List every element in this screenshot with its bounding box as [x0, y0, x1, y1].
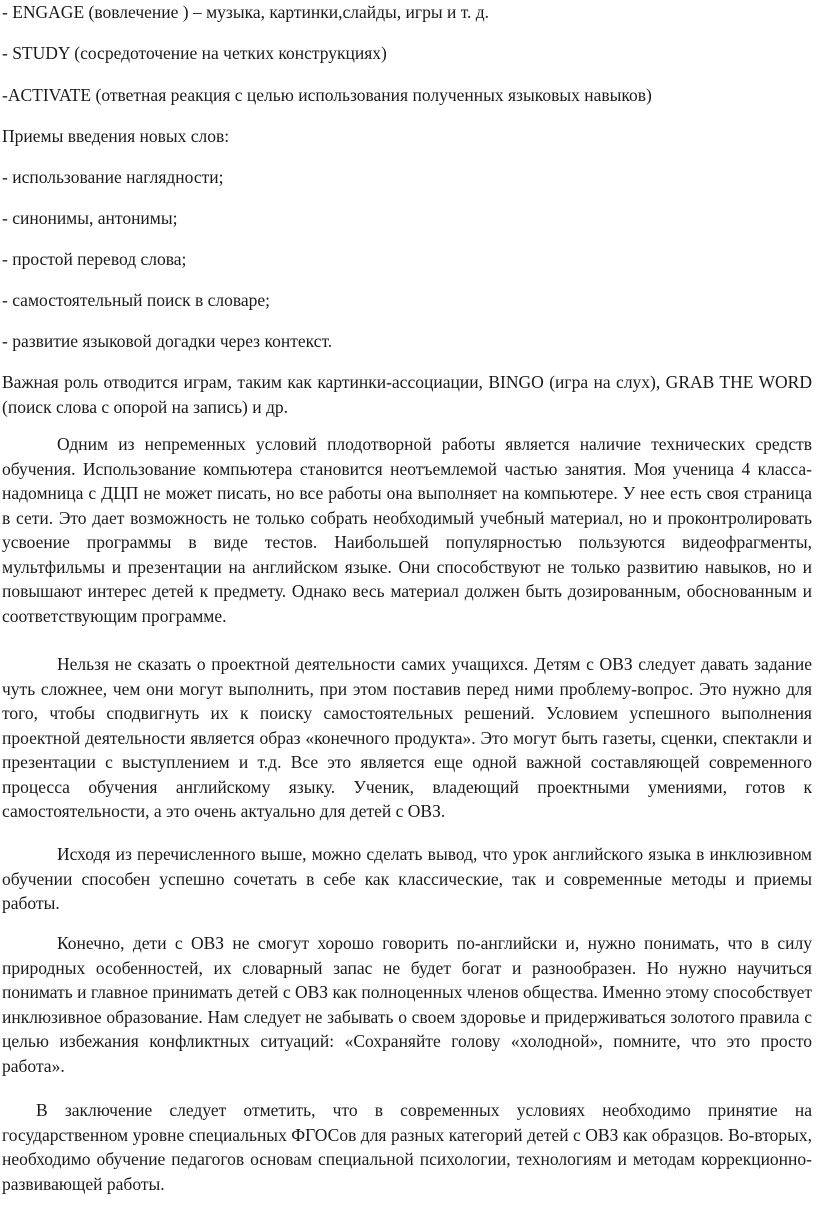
paragraph-conclusion-methods: Исходя из перечисленного выше, можно сделать вывод, что урок английского языка в инклюзивном обучении способен успешно сочетать в себе как классические, так и современные методы и приемы работы.	[2, 844, 812, 913]
list-item: - простой перевод слова;	[2, 249, 187, 269]
paragraph-inclusive-education: Конечно, дети с ОВЗ не смогут хорошо говорить по-английски и, нужно понимать, что в силу природных особенностей, их словарный запас не будет богат и разнообразен. Но нужно научиться понимать и главное принимать детей с ОВЗ как полноценных членов общества. Именно этому способствует инклюзивное образование. Нам следует не забывать о своем здоровье и придерживаться золотого правила с целью избежания конфликтных ситуаций: «Сохраняйте голову «холодной», помните, что это просто работа».	[2, 933, 812, 1076]
paragraph-final-conclusion: В заключение следует отметить, что в современных условиях необходимо принятие на государственном уровне специальных ФГОСов для разных категорий детей с ОВЗ как образцов. Во-вторых, необходимо обучение педагогов основам специальной психологии, технологиям и методам коррекционно-развивающей работы.	[2, 1100, 812, 1194]
paragraph-games: Важная роль отводится играм, таким как картинки-ассоциации, BINGO (игра на слух), GRAB THE WORD (поиск слова с опорой на запись) и др.	[2, 372, 812, 417]
list-item-activate: -ACTIVATE (ответная реакция с целью использования полученных языковых навыков)	[2, 85, 652, 105]
list-item: - самостоятельный поиск в словаре;	[2, 290, 271, 310]
paragraph-technical-means: Одним из непременных условий плодотворной работы является наличие технических средств обучения. Использование компьютера становится неотъемлемой частью занятия. Моя ученица 4 класса-надомница с ДЦП не может писать, но все работы она выполняет на компьютере. У нее есть своя страница в сети. Это дает возможность не только собрать необходимый учебный материал, но и проконтролировать усвоение программы в виде тестов. Наибольшей популярностью пользуются видеофрагменты, мультфильмы и презентации на английском языке. Они способствуют не только развитию навыков, но и повышают интерес детей к предмету. Однако весь материал должен быть дозированным, обоснованным и соответствующим программе.	[2, 434, 812, 626]
list-item-study: - STUDY (сосредоточение на четких конструкциях)	[2, 43, 387, 63]
list-item: - синонимы, антонимы;	[2, 208, 178, 228]
paragraph-project-activity: Нельзя не сказать о проектной деятельности самих учащихся. Детям с ОВЗ следует давать задание чуть сложнее, чем они могут выполнить, при этом поставив перед ними проблему-вопрос. Это нужно для того, чтобы сподвигнуть их к поиску самостоятельных решений. Условием успешного выполнения проектной деятельности является образ «конечного продукта». Это могут быть газеты, сценки, спектакли и презентации с выступлением и т.д. Все это является еще одной важной составляющей современного процесса обучения английскому языку. Ученик, владеющий проектными умениями, готов к самостоятельности, а это очень актуально для детей с ОВЗ.	[2, 654, 812, 821]
list-item: - развитие языковой догадки через контекст.	[2, 331, 333, 351]
list-item-engage: - ENGAGE (вовлечение ) – музыка, картинки,слайды, игры и т. д.	[2, 2, 490, 22]
list-item: - использование наглядности;	[2, 167, 224, 187]
section-heading: Приемы введения новых слов:	[2, 126, 230, 146]
